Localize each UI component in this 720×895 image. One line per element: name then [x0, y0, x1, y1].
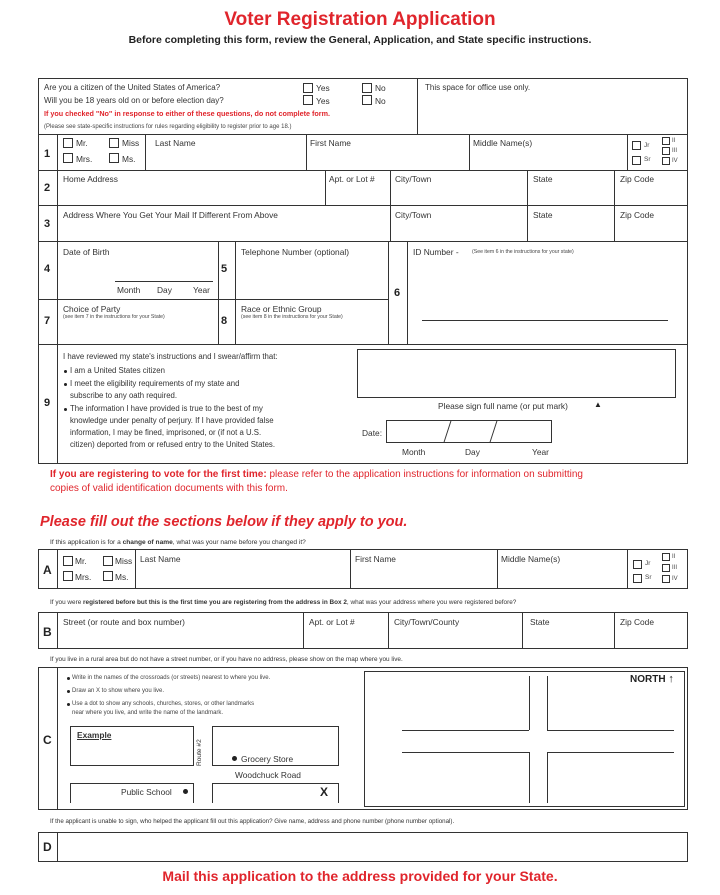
- signature-label: Please sign full name (or put mark): [438, 401, 568, 411]
- prior-last-name-label: Last Name: [140, 554, 181, 564]
- prior-mrs-label: Mrs.: [75, 572, 92, 582]
- prior-first-name-label: First Name: [355, 554, 396, 564]
- mail-address-label: Address Where You Get Your Mail If Different From Above: [63, 210, 278, 220]
- rule: [614, 205, 615, 241]
- age-question: Will you be 18 years old on or before election day?: [44, 96, 224, 105]
- arrow-up-icon: ↑: [668, 673, 674, 685]
- prior-ms-checkbox[interactable]: [103, 571, 113, 581]
- home-address-input[interactable]: [63, 188, 321, 202]
- prior-state-label: State: [530, 617, 550, 627]
- rule-col-5-num: [235, 241, 236, 344]
- prior-suffix-iii-label: III: [672, 565, 678, 571]
- race-hint: (see item 8 in the instructions for your State): [241, 314, 343, 320]
- dob-label: Date of Birth: [63, 247, 110, 257]
- prior-suffix-sr-checkbox[interactable]: [633, 574, 642, 583]
- crossroad-line: [547, 752, 548, 803]
- form-subtitle: Before completing this form, review the General, Application, and State specific instructions.: [128, 34, 592, 46]
- first-time-note-line1: [50, 470, 583, 480]
- rule-row4-top: [38, 241, 688, 242]
- crossroad-line: [529, 752, 530, 803]
- suffix-iv-checkbox[interactable]: [662, 157, 670, 165]
- home-x-mark: X: [320, 785, 329, 799]
- boxB-intro: If you were registered before but this is the first time you are registering from the address in Box 2, what was your address where you were registered before?: [50, 599, 517, 606]
- first-name-input[interactable]: [310, 152, 465, 166]
- rule: [614, 170, 615, 205]
- oath-bullet-3c: information, I may be fined, imprisoned, or (if not a U.S.: [70, 428, 262, 437]
- dob-input[interactable]: [115, 266, 213, 280]
- suffix-sr-checkbox[interactable]: [632, 156, 641, 165]
- crossroad-line: [547, 730, 674, 731]
- prior-suffix-iv-checkbox[interactable]: [662, 575, 670, 583]
- optional-sections-heading: Please fill out the sections below if they apply to you.: [40, 514, 408, 530]
- party-input[interactable]: [63, 325, 213, 339]
- home-zip-label: Zip Code: [620, 174, 654, 184]
- bullet: [67, 703, 70, 706]
- title-mrs-checkbox[interactable]: [63, 153, 73, 163]
- prior-state-input[interactable]: [529, 631, 609, 645]
- age-no-checkbox[interactable]: [362, 95, 372, 105]
- rule-col-6: [407, 241, 408, 344]
- map-instruction-1: Write in the names of the crossroads (or streets) nearest to where you live.: [72, 675, 271, 681]
- boxB-letter: B: [43, 625, 52, 639]
- age-no-label: No: [375, 96, 386, 106]
- mail-instructions: Mail this application to the address provided for your State.: [162, 868, 558, 884]
- home-apt-label: Apt. or Lot #: [329, 174, 375, 184]
- rule: [57, 612, 58, 649]
- prior-suffix-ii-checkbox[interactable]: [662, 553, 670, 561]
- rule-row3-top: [38, 205, 688, 206]
- rule-col-6-num: [388, 241, 389, 344]
- suffix-jr-label: Jr: [644, 142, 650, 149]
- box7-number: 7: [44, 315, 51, 327]
- rule: [627, 549, 628, 589]
- prior-city-input[interactable]: [394, 631, 518, 645]
- middle-name-label: Middle Name(s): [473, 138, 533, 148]
- rule: [350, 549, 351, 589]
- rule: [135, 549, 136, 589]
- title-ms-checkbox[interactable]: [109, 153, 119, 163]
- prior-zip-label: Zip Code: [620, 617, 654, 627]
- bullet: [64, 370, 67, 373]
- rule: [527, 205, 528, 241]
- mail-city-label: City/Town: [395, 210, 432, 220]
- office-use-label: This space for office use only.: [425, 83, 531, 92]
- title-miss-label: Miss: [122, 138, 140, 148]
- prior-suffix-jr-label: Jr: [645, 560, 651, 567]
- bullet: [67, 690, 70, 693]
- prior-suffix-iv-label: IV: [672, 576, 678, 582]
- oath-bullet-1: I am a United States citizen: [70, 366, 165, 375]
- race-label: Race or Ethnic Group: [241, 304, 322, 314]
- mail-zip-input[interactable]: [620, 224, 684, 238]
- box1-number: 1: [44, 148, 51, 160]
- prior-middle-name-input[interactable]: [501, 569, 623, 583]
- home-state-label: State: [533, 174, 553, 184]
- first-time-note-line2: copies of valid identification documents with this form.: [50, 483, 288, 494]
- sign-day-label: Day: [465, 447, 480, 457]
- first-time-bold: If you are registering to vote for the first time:: [50, 469, 267, 480]
- example-label: Example: [77, 730, 112, 740]
- telephone-label: Telephone Number (optional): [241, 247, 350, 257]
- party-hint: (see item 7 in the instructions for your State): [63, 314, 165, 320]
- boxD-intro: If the applicant is unable to sign, who helped the applicant fill out this application? Give name, address and phone number (phone number optional).: [50, 818, 455, 825]
- boxD-letter: D: [43, 840, 52, 854]
- oath-bullet-3d: citizen) deported from or refused entry to the United States.: [70, 440, 275, 449]
- boxA-intro: If this application is for a change of name, what was your name before you changed it?: [50, 539, 306, 546]
- suffix-iii-checkbox[interactable]: [662, 147, 670, 155]
- prior-suffix-ii-label: II: [672, 554, 676, 560]
- form-title: Voter Registration Application: [224, 9, 496, 30]
- rule: [497, 549, 498, 589]
- woodchuck-road-label: Woodchuck Road: [235, 770, 301, 780]
- prior-apt-label: Apt. or Lot #: [309, 617, 355, 627]
- rule: [303, 612, 304, 649]
- suffix-iv-label: IV: [672, 158, 678, 164]
- box3-number: 3: [44, 218, 51, 230]
- rule-row1-top: [38, 134, 688, 135]
- prior-suffix-jr-checkbox[interactable]: [633, 560, 642, 569]
- north-label: NORTH: [630, 674, 666, 685]
- bullet: [67, 677, 70, 680]
- title-mr-label: Mr.: [76, 138, 88, 148]
- grocery-dot-icon: [232, 756, 237, 761]
- rule: [390, 205, 391, 241]
- rule: [325, 170, 326, 205]
- crossroad-line: [547, 752, 674, 753]
- arrow-up-icon: ▲: [594, 400, 602, 409]
- party-label: Choice of Party: [63, 304, 121, 314]
- north-indicator: [630, 674, 674, 685]
- rule: [522, 612, 523, 649]
- sign-date-label: Date:: [362, 428, 383, 438]
- mail-address-input[interactable]: [63, 224, 385, 238]
- id-number-label: ID Number -: [413, 247, 459, 257]
- rule: [388, 612, 389, 649]
- middle-name-input[interactable]: [473, 152, 623, 166]
- first-time-rest: please refer to the application instructions for information on submitting: [266, 469, 583, 480]
- telephone-input[interactable]: [241, 266, 383, 280]
- rule-row7-top: [38, 299, 388, 300]
- map-instruction-3a: Use a dot to show any schools, churches, stores, or other landmarks: [72, 701, 255, 707]
- school-label: Public School: [121, 787, 172, 797]
- office-divider: [417, 78, 418, 135]
- rule: [306, 134, 307, 170]
- box6-number: 6: [394, 287, 401, 299]
- mail-state-input[interactable]: [532, 224, 612, 238]
- box4-number: 4: [44, 263, 51, 275]
- prior-suffix-sr-label: Sr: [645, 574, 652, 581]
- last-name-label: Last Name: [155, 138, 196, 148]
- boxA-letter: A: [43, 563, 52, 577]
- crossroad-line: [529, 676, 530, 730]
- title-ms-label: Ms.: [122, 154, 136, 164]
- suffix-iii-label: III: [672, 148, 678, 154]
- grocery-label: Grocery Store: [241, 754, 294, 764]
- rule: [614, 612, 615, 649]
- home-address-label: Home Address: [63, 174, 118, 184]
- prior-middle-name-label: Middle Name(s): [501, 554, 561, 564]
- prior-miss-label: Miss: [115, 556, 133, 566]
- sign-date-box[interactable]: [386, 420, 552, 443]
- eligibility-note: (Please see state-specific instructions for rules regarding eligibility to register prior to age 18.): [44, 124, 292, 130]
- number-column-rule: [57, 134, 58, 464]
- oath-bullet-2b: subscribe to any oath required.: [70, 391, 178, 400]
- race-input[interactable]: [241, 325, 383, 339]
- bullet: [64, 408, 67, 411]
- citizen-question: Are you a citizen of the United States of America?: [44, 83, 221, 92]
- box5-number: 5: [221, 263, 228, 275]
- citizen-no-checkbox[interactable]: [362, 83, 372, 93]
- prior-apt-input[interactable]: [309, 631, 384, 645]
- rule: [627, 134, 628, 170]
- prior-miss-checkbox[interactable]: [103, 556, 113, 566]
- rule-row2-top: [38, 170, 688, 171]
- dob-day-label: Day: [157, 285, 172, 295]
- rule: [145, 134, 146, 170]
- map-instruction-2: Draw an X to show where you live.: [72, 688, 165, 694]
- prior-street-label: Street (or route and box number): [63, 617, 185, 627]
- mail-city-input[interactable]: [395, 224, 523, 238]
- prior-first-name-input[interactable]: [355, 569, 493, 583]
- age-yes-label: Yes: [316, 96, 330, 106]
- rule: [527, 170, 528, 205]
- suffix-jr-checkbox[interactable]: [632, 141, 641, 150]
- bullet: [64, 383, 67, 386]
- sign-month-label: Month: [402, 447, 426, 457]
- prior-zip-input[interactable]: [620, 631, 684, 645]
- id-number-input[interactable]: [422, 304, 668, 318]
- citizen-no-label: No: [375, 83, 386, 93]
- dob-year-label: Year: [193, 285, 210, 295]
- box9-number: 9: [44, 397, 51, 409]
- prior-mr-checkbox[interactable]: [63, 556, 73, 566]
- rule-col-4-5: [218, 241, 219, 344]
- mail-zip-label: Zip Code: [620, 210, 654, 220]
- home-city-label: City/Town: [395, 174, 432, 184]
- oath-intro: I have reviewed my state's instructions and I swear/affirm that:: [63, 352, 278, 361]
- crossroad-line: [402, 752, 529, 753]
- title-miss-checkbox[interactable]: [109, 138, 119, 148]
- prior-suffix-iii-checkbox[interactable]: [662, 564, 670, 572]
- citizen-yes-checkbox[interactable]: [303, 83, 313, 93]
- box8-number: 8: [221, 315, 228, 327]
- rule: [390, 170, 391, 205]
- suffix-ii-checkbox[interactable]: [662, 137, 670, 145]
- rule: [57, 667, 58, 810]
- id-number-line: [422, 320, 668, 321]
- crossroad-line: [402, 730, 529, 731]
- citizen-yes-label: Yes: [316, 83, 330, 93]
- prior-city-label: City/Town/County: [394, 617, 460, 627]
- dob-month-label: Month: [117, 285, 141, 295]
- rule-row9-top: [38, 344, 688, 345]
- prior-mr-label: Mr.: [75, 556, 87, 566]
- map-instruction-3b: near where you live, and write the name of the landmark.: [72, 710, 224, 716]
- map-canvas[interactable]: [364, 671, 685, 807]
- signature-box[interactable]: [357, 349, 676, 398]
- home-apt-input[interactable]: [329, 188, 387, 202]
- oath-bullet-2a: I meet the eligibility requirements of my state and: [70, 379, 240, 388]
- dob-line: [115, 281, 213, 282]
- home-city-input[interactable]: [395, 188, 523, 202]
- title-mr-checkbox[interactable]: [63, 138, 73, 148]
- rule: [57, 549, 58, 589]
- boxC-intro: If you live in a rural area but do not have a street number, or if you have no address, please show on the map where you live.: [50, 656, 403, 663]
- crossroad-line: [547, 676, 548, 730]
- boxC-letter: C: [43, 733, 52, 747]
- prior-last-name-input[interactable]: [140, 569, 345, 583]
- suffix-sr-label: Sr: [644, 156, 651, 163]
- helper-info-input[interactable]: [63, 840, 683, 856]
- suffix-ii-label: II: [672, 138, 676, 144]
- mail-state-label: State: [533, 210, 553, 220]
- home-state-input[interactable]: [532, 188, 612, 202]
- citizenship-warning: If you checked "No" in response to either of these questions, do not complete form.: [44, 109, 330, 118]
- prior-mrs-checkbox[interactable]: [63, 571, 73, 581]
- route-label: Route #2: [196, 739, 203, 766]
- title-mrs-label: Mrs.: [76, 154, 93, 164]
- school-dot-icon: [183, 789, 188, 794]
- rule: [469, 134, 470, 170]
- first-name-label: First Name: [310, 138, 351, 148]
- prior-ms-label: Ms.: [115, 572, 129, 582]
- box2-number: 2: [44, 182, 51, 194]
- rule: [57, 832, 58, 862]
- oath-bullet-3b: knowledge under penalty of perjury. If I have provided false: [70, 416, 274, 425]
- id-number-hint: (See item 6 in the instructions for your state): [472, 249, 574, 255]
- last-name-input[interactable]: [152, 152, 302, 166]
- oath-bullet-3a: The information I have provided is true to the best of my: [70, 404, 263, 413]
- home-zip-input[interactable]: [620, 188, 684, 202]
- age-yes-checkbox[interactable]: [303, 95, 313, 105]
- prior-street-input[interactable]: [63, 631, 299, 645]
- sign-year-label: Year: [532, 447, 549, 457]
